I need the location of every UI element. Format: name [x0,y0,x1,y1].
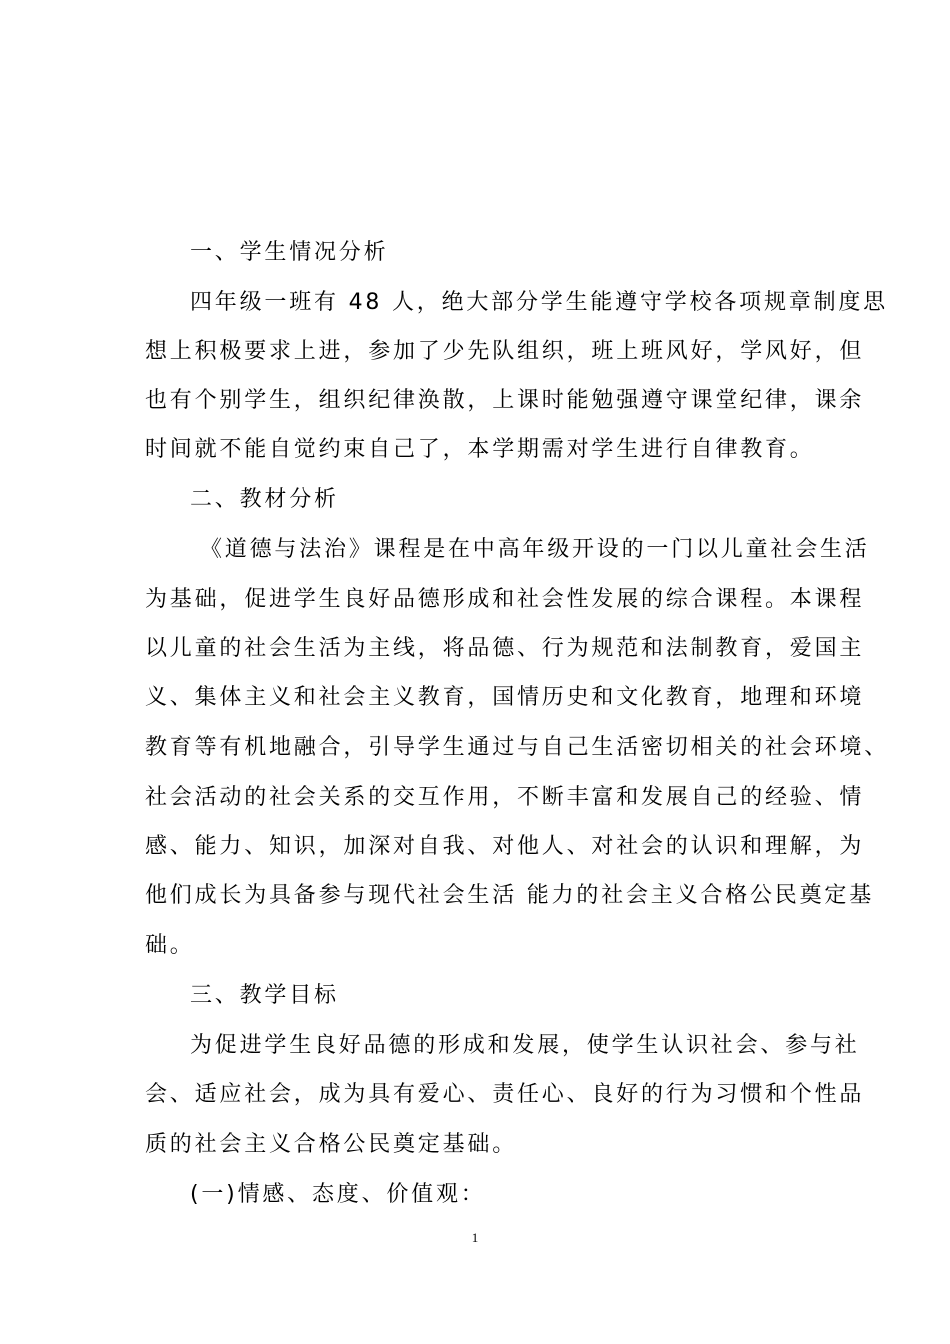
paragraph-line: 《道德与法治》课程是在中高年级开设的一门以儿童社会生活 [200,537,870,562]
page-number: 1 [471,1230,479,1245]
document-title [0,136,950,176]
paragraph-line: 四年级一班有 48 人，绝大部分学生能遵守学校各项规章制度思 [190,290,888,315]
paragraph-line: 也有个别学生，组织纪律涣散，上课时能勉强遵守课堂纪律，课余 [145,388,865,413]
paragraph-line: 础。 [145,933,195,958]
section-heading: 一、学生情况分析 [190,240,389,265]
paragraph-line: 想上积极要求上进，参加了少先队组织，班上班风好，学风好，但 [145,339,865,364]
paragraph-line: 时间就不能自觉约束自己了，本学期需对学生进行自律教育。 [145,437,815,462]
document-subtitle [0,188,950,228]
section-heading: 三、教学目标 [190,983,339,1008]
paragraph-line: 会、适应社会，成为具有爱心、责任心、良好的行为习惯和个性品 [145,1082,865,1107]
subsection-heading: (一)情感、态度、价值观： [190,1182,486,1207]
paragraph-line: 质的社会主义合格公民奠定基础。 [145,1132,518,1157]
paragraph-line: 教育等有机地融合，引导学生通过与自己生活密切相关的社会环境、 [145,735,890,760]
paragraph-line: 义、集体主义和社会主义教育，国情历史和文化教育，地理和环境 [145,685,865,710]
paragraph-line: 感、能力、知识，加深对自我、对他人、对社会的认识和理解，为 [145,834,865,859]
section-heading: 二、教材分析 [190,487,339,512]
paragraph-line: 为促进学生良好品德的形成和发展，使学生认识社会、参与社 [190,1033,860,1058]
paragraph-line: 社会活动的社会关系的交互作用，不断丰富和发展自己的经验、情 [145,785,865,810]
paragraph-line: 他们成长为具备参与现代社会生活 能力的社会主义合格公民奠定基 [145,883,874,908]
paragraph-line: 以儿童的社会生活为主线，将品德、行为规范和法制教育，爱国主 [145,636,865,661]
paragraph-line: 为基础，促进学生良好品德形成和社会性发展的综合课程。本课程 [145,587,865,612]
